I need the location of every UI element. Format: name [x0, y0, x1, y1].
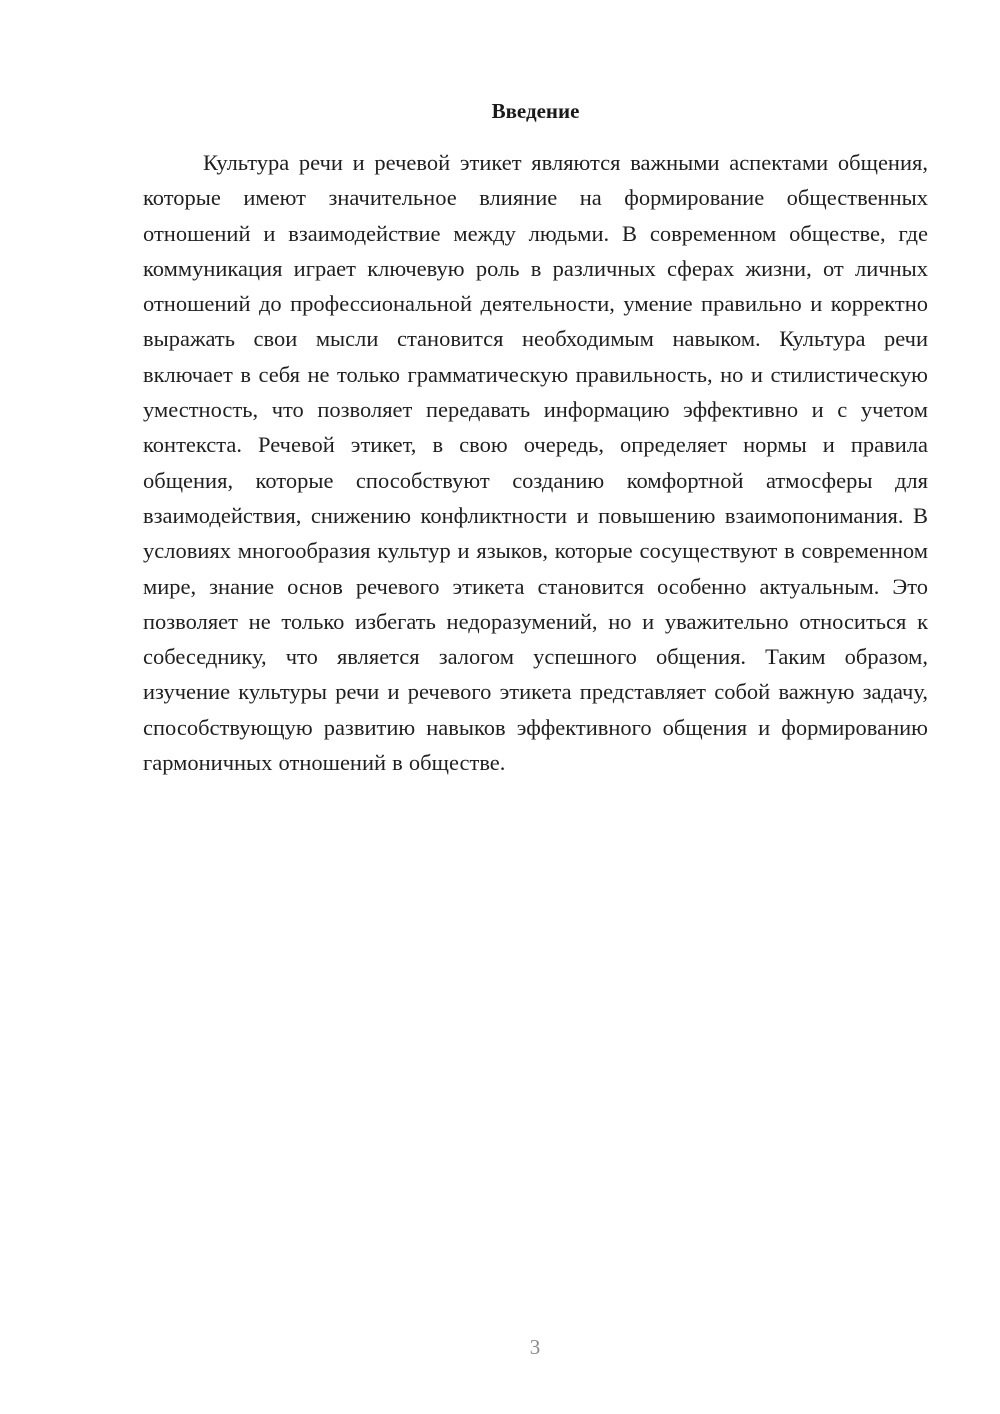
introduction-paragraph: Культура речи и речевой этикет являются важными аспектами общения, которые имеют значительное влияние на формирование общественных отношений и взаимодействие между людьми. В современном обществе, где коммуникация играет ключевую роль в различных сферах жизни, от личных отношений до профессиональной деятельности, умение правильно и корректно выражать свои мысли становится необходимым навыком. Культура речи включает в себя не только грамматическую правильность, но и стилистическую уместность, что позволяет передавать информацию эффективно и с учетом контекста. Речевой этикет, в свою очередь, определяет нормы и правила общения, которые способствуют созданию комфортной атмосферы для взаимодействия, снижению конфликтности и повышению взаимопонимания. В условиях многообразия культур и языков, которые сосуществуют в современном мире, знание основ речевого этикета становится особенно актуальным. Это позволяет не только избегать недоразумений, но и уважительно относиться к собеседнику, что является залогом успешного общения. Таким образом, изучение культуры речи и речевого этикета представляет собой важную задачу, способствующую развитию навыков эффективного общения и формированию гармоничных отношений в обществе.	[143, 150, 928, 776]
section-title: Введение	[491, 99, 580, 123]
page-number: 3	[529, 1335, 541, 1359]
